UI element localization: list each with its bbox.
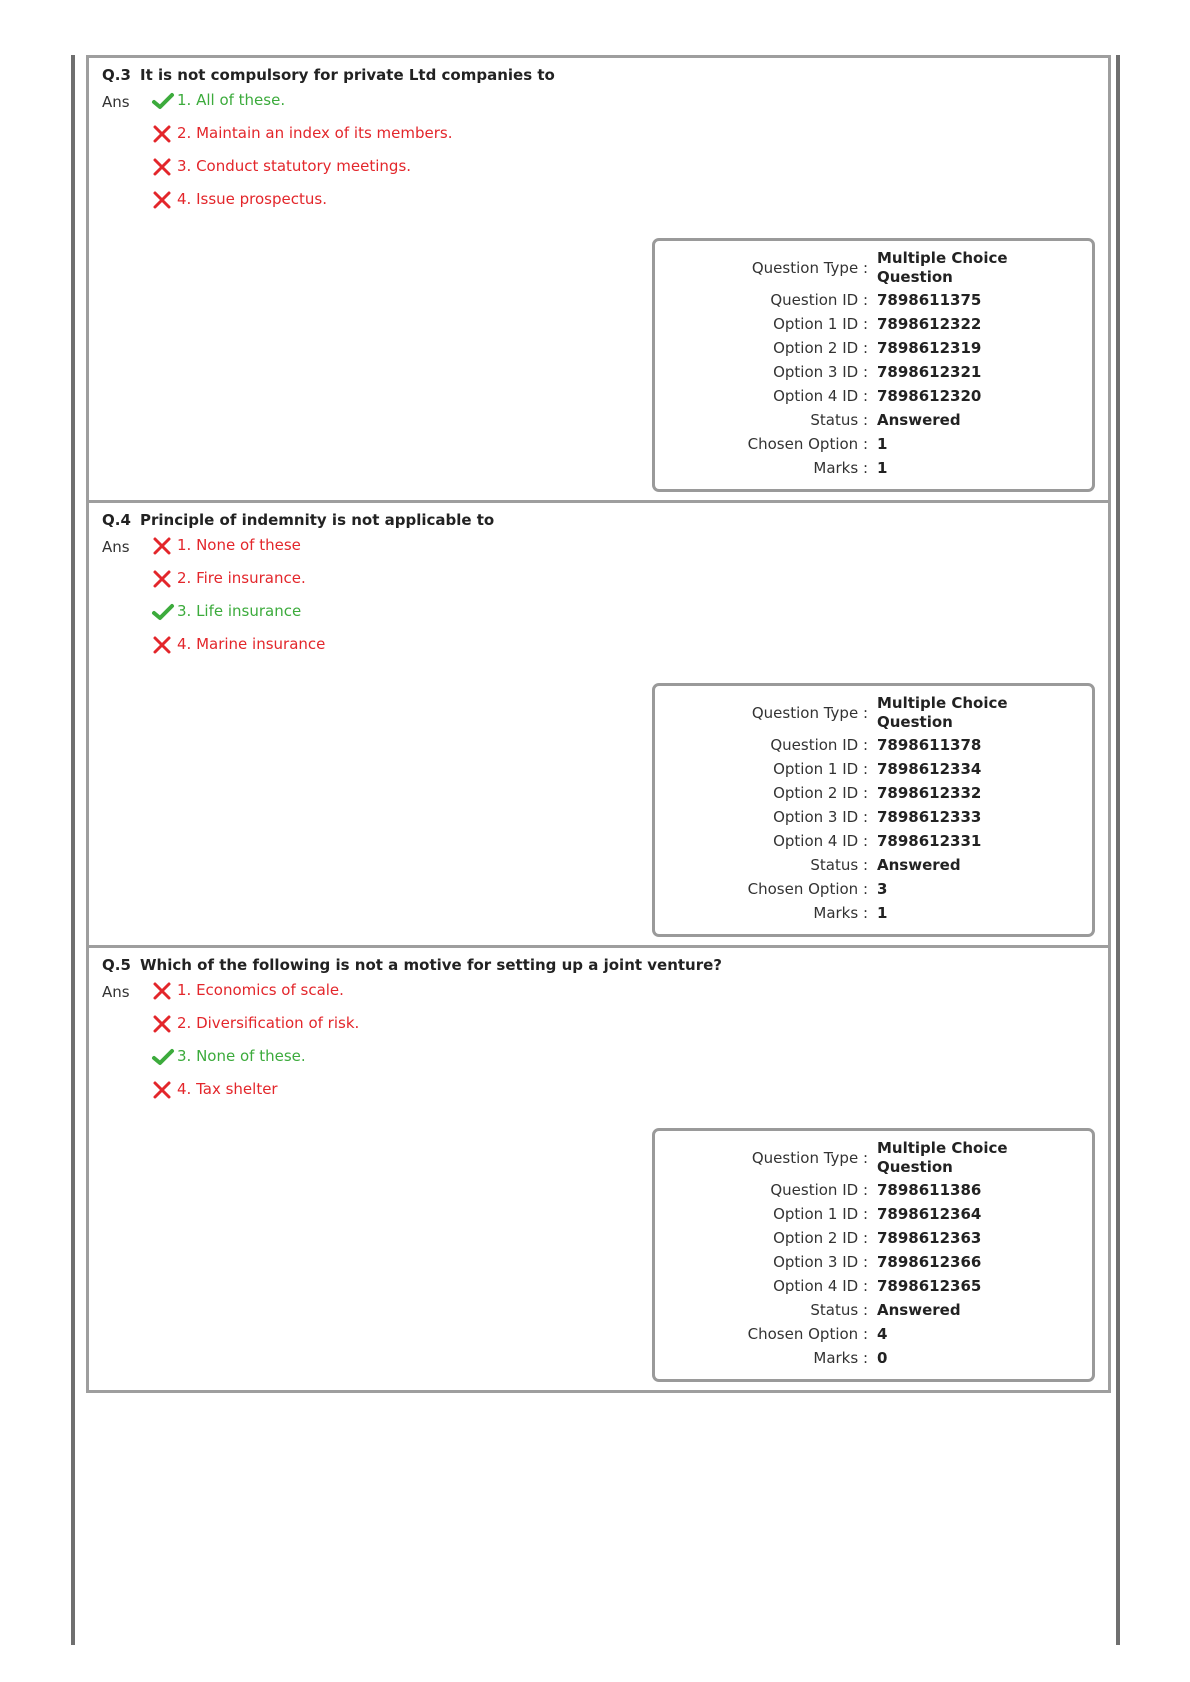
answer-option-4 xyxy=(151,190,453,223)
question-panel-q5 xyxy=(86,945,1111,1393)
answer-option-3 xyxy=(151,1047,359,1080)
answer-option-2 xyxy=(151,1014,359,1047)
cross-icon xyxy=(151,1014,175,1034)
check-icon xyxy=(151,91,175,111)
answer-option-2 xyxy=(151,124,453,157)
check-icon xyxy=(151,1047,175,1067)
answer-option-1 xyxy=(151,981,359,1014)
answer-option-text: 4. Tax shelter xyxy=(177,1080,278,1098)
answer-option-1 xyxy=(151,91,453,124)
cross-icon xyxy=(151,157,175,177)
answer-option-4 xyxy=(151,1080,359,1113)
question-info-box: Question Type : Multiple Choice Question Question ID : 7898611375 Option 1 ID : 7898612322 Option 2 ID : 7898612319 Option 3 ID : 7898612321 Option 4 ID : 7898612320 Status : Answered Chosen Option : 1 Marks : 1 xyxy=(652,238,1095,492)
answer-options xyxy=(151,536,325,668)
ans-label: Ans xyxy=(102,983,130,1001)
cross-icon xyxy=(151,635,175,655)
question-header xyxy=(102,511,494,529)
answer-option-text: 3. Conduct statutory meetings. xyxy=(177,157,412,175)
answer-option-1 xyxy=(151,536,325,569)
question-panel-q4 xyxy=(86,500,1111,948)
question-number: Q.5 xyxy=(102,956,131,974)
answer-option-text: 1. None of these xyxy=(177,536,301,554)
answer-option-2 xyxy=(151,569,325,602)
cross-icon xyxy=(151,124,175,144)
question-number: Q.3 xyxy=(102,66,131,84)
check-icon xyxy=(151,602,175,622)
cross-icon xyxy=(151,1080,175,1100)
question-text: Which of the following is not a motive for setting up a joint venture? xyxy=(140,956,723,974)
answer-option-text: 2. Fire insurance. xyxy=(177,569,306,587)
answer-option-text: 3. Life insurance xyxy=(177,602,302,620)
question-text: It is not compulsory for private Ltd companies to xyxy=(140,66,555,84)
answer-option-text: 4. Marine insurance xyxy=(177,635,326,653)
answer-option-4 xyxy=(151,635,325,668)
cross-icon xyxy=(151,190,175,210)
cross-icon xyxy=(151,536,175,556)
page-rule-right xyxy=(1116,55,1120,1645)
cross-icon xyxy=(151,981,175,1001)
question-number: Q.4 xyxy=(102,511,131,529)
answer-option-3 xyxy=(151,602,325,635)
answer-option-text: 1. Economics of scale. xyxy=(177,981,344,999)
question-header xyxy=(102,956,722,974)
answer-option-text: 2. Maintain an index of its members. xyxy=(177,124,453,142)
question-text: Principle of indemnity is not applicable to xyxy=(140,511,495,529)
answer-options xyxy=(151,981,359,1113)
question-info-box: Question Type : Multiple Choice Question Question ID : 7898611378 Option 1 ID : 7898612334 Option 2 ID : 7898612332 Option 3 ID : 7898612333 Option 4 ID : 7898612331 Status : Answered Chosen Option : 3 Marks : 1 xyxy=(652,683,1095,937)
answer-option-text: 4. Issue prospectus. xyxy=(177,190,327,208)
cross-icon xyxy=(151,569,175,589)
answer-option-3 xyxy=(151,157,453,190)
question-panel-q3 xyxy=(86,55,1111,503)
answer-option-text: 3. None of these. xyxy=(177,1047,306,1065)
question-header xyxy=(102,66,555,84)
ans-label: Ans xyxy=(102,538,130,556)
question-info-box: Question Type : Multiple Choice Question Question ID : 7898611386 Option 1 ID : 7898612364 Option 2 ID : 7898612363 Option 3 ID : 7898612366 Option 4 ID : 7898612365 Status : Answered Chosen Option : 4 Marks : 0 xyxy=(652,1128,1095,1382)
answer-option-text: 2. Diversification of risk. xyxy=(177,1014,360,1032)
page-rule-left xyxy=(71,55,75,1645)
ans-label: Ans xyxy=(102,93,130,111)
answer-option-text: 1. All of these. xyxy=(177,91,286,109)
answer-options xyxy=(151,91,453,223)
